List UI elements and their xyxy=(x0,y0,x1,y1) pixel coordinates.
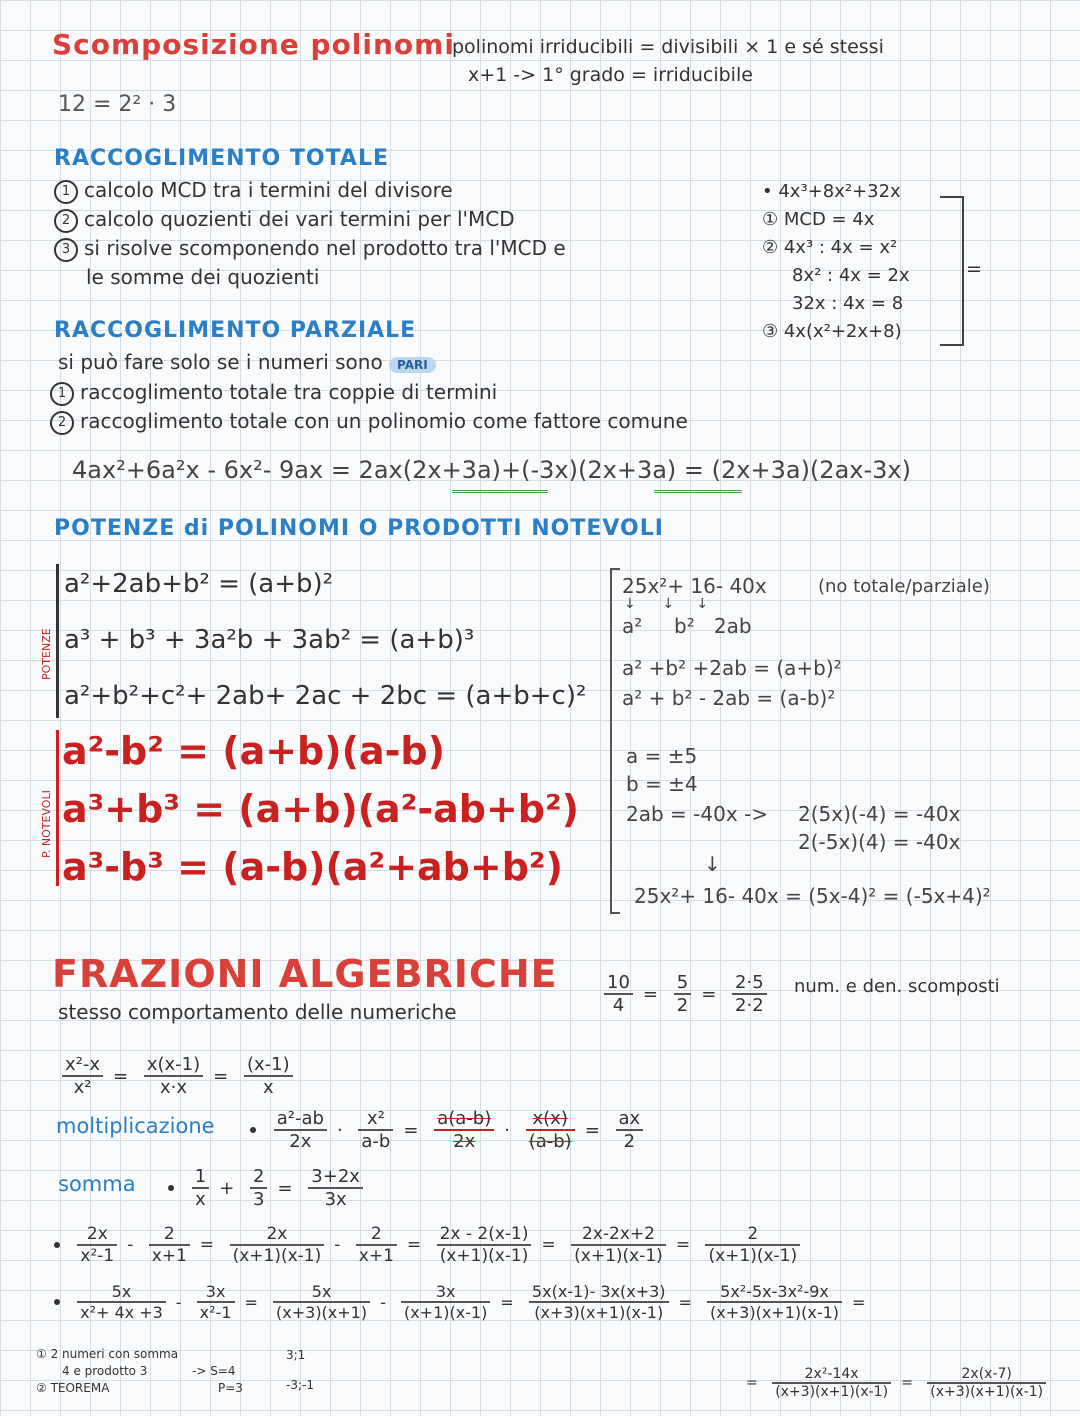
example-a-value: a = ±5 xyxy=(626,744,698,768)
notable-difference-squares: a²-b² = (a+b)(a-b) xyxy=(62,729,445,773)
common-factor-underline-1 xyxy=(452,490,548,493)
ex2-d6: (x+3)(x+1)(x-1) xyxy=(710,1303,840,1322)
ex1-n1: 2x xyxy=(77,1224,117,1246)
num-example-d2: 2 xyxy=(676,995,689,1016)
ex2-d4: (x+1)(x-1) xyxy=(403,1303,488,1322)
ex2-n6: 5x²-5x-3x²-9x xyxy=(707,1282,842,1303)
num-example-n1: 10 xyxy=(604,972,633,995)
example-trinomial: 25x²+ 16- 40x xyxy=(622,574,767,598)
example-result: 25x²+ 16- 40x = (5x-4)² = (-5x+4)² xyxy=(634,884,991,908)
ex3-d2: (x+3)(x+1)(x-1) xyxy=(930,1384,1044,1400)
footnote-pair-1: 3;1 xyxy=(286,1348,306,1362)
total-step-3: 3 si risolve scomponendo nel prodotto tra l'MCD e xyxy=(54,234,566,263)
ex3-d1: (x+3)(x+1)(x-1) xyxy=(775,1384,889,1400)
total-step-2: 2 calcolo quozienti dei vari termini per l'MCD xyxy=(54,205,566,234)
partial-example: 4ax²+6a²x - 6x²- 9ax = 2ax(2x+3a)+(-3x)(2x+3a) = (2x+3a)(2ax-3x) xyxy=(72,456,911,484)
partial-step-1: 1 raccoglimento totale tra coppie di termini xyxy=(50,378,688,407)
mult-d2: a-b xyxy=(361,1131,391,1152)
simplify-example: $\frac{\text{x²-x}}{\text{x²}}$ = $\frac{x(x-1)}{x\cdot x}$ = $\frac{(x-1)}{x}$ xyxy=(58,1054,297,1098)
partial-heading: RACCOGLIMENTO PARZIALE xyxy=(54,318,417,343)
ex3-n2: 2x(x-7) xyxy=(927,1366,1046,1384)
sum-example-3: = $\frac{\text{2x²-14x}}{(x+3)(x+1)(x-1)}$ = $\frac{2x(x-7)}{(x+3)(x+1)(x-1)}$ xyxy=(740,1366,1050,1400)
ex1-n7: 2 xyxy=(705,1224,800,1246)
ex1-n6: 2x-2x+2 xyxy=(571,1224,666,1246)
example-note: (no totale/parziale) xyxy=(818,576,990,597)
powers-heading: POTENZE di POLINOMI O PRODOTTI NOTEVOLI xyxy=(54,516,664,541)
num-example-n3: 2·5 xyxy=(732,972,767,995)
example-b-value: b = ±4 xyxy=(626,772,698,796)
partial-condition-text: si può fare solo se i numeri sono xyxy=(58,350,383,374)
total-heading: RACCOGLIMENTO TOTALE xyxy=(54,146,390,171)
example-square-minus: a² + b² - 2ab = (a-b)² xyxy=(622,686,836,710)
total-example-q3: 32x : 4x = 8 xyxy=(792,293,904,314)
sum-example-2: $\frac{5x}{\text{x²+ 4x +3}}$ - $\frac{3x}{\text{x²-1}}$ = $\frac{5x}{(x+3)(x+1)}$ - $\frac{3x}{(x+1)(x-1)}$ = $\frac{5x(x-1)- 3x(x+3)}{(x+3)(x+1)(x-1)}$ = $\frac{\text{5x²-5x-3x²-9x}}{(x+3)(x+1)(x-1)}$ = xyxy=(54,1282,871,1322)
example-check-1: 2(5x)(-4) = -40x xyxy=(798,802,961,826)
footnote-line-1: ① 2 numeri con somma xyxy=(36,1347,179,1361)
sum-d2: 3 xyxy=(253,1189,265,1210)
example-arrows: ↓ ↓ ↓ xyxy=(624,596,709,612)
ex1-d3: (x+1)(x-1) xyxy=(232,1246,322,1266)
ex1-d6: (x+1)(x-1) xyxy=(574,1246,663,1266)
ex1-n2: 2 xyxy=(149,1224,190,1246)
total-bracket xyxy=(940,196,964,346)
ex1-d5: (x+1)(x-1) xyxy=(439,1246,529,1266)
numeric-fraction-example: $\frac{10}{4}$ = $\frac{5}{2}$ = $\frac{2\cdot 5}{2\cdot 2}$ xyxy=(600,972,771,1016)
num-den-note: num. e den. scomposti xyxy=(794,976,1000,997)
factor-example: 12 = 2² · 3 xyxy=(58,92,177,117)
ex1-d1: x²-1 xyxy=(80,1246,115,1266)
ex2-d1: x²+ 4x +3 xyxy=(80,1303,163,1322)
sum-example: $\frac{1}{x}$ + $\frac{2}{3}$ = $\frac{3+2x}{3x}$ xyxy=(168,1166,367,1210)
ex1-d7: (x+1)(x-1) xyxy=(708,1246,798,1266)
partial-condition xyxy=(58,348,436,380)
simplify-n1: x²-x xyxy=(62,1054,103,1077)
mult-n3: a(a-b) xyxy=(434,1108,494,1131)
mult-d5: 2 xyxy=(623,1131,636,1152)
example-square-plus: a² +b² +2ab = (a+b)² xyxy=(622,656,842,680)
simplify-d3: x xyxy=(262,1077,274,1098)
sum-n2: 2 xyxy=(250,1166,267,1189)
power-formula-square: a²+2ab+b² = (a+b)² xyxy=(64,569,334,599)
ex2-d2: x²-1 xyxy=(199,1303,232,1322)
power-formulas xyxy=(64,556,586,724)
footnote-sum: -> S=4 xyxy=(192,1364,236,1378)
mult-d1: 2x xyxy=(289,1131,312,1152)
mult-n5: ax xyxy=(616,1108,644,1131)
ex2-n1: 5x xyxy=(77,1282,166,1303)
sum-label: somma xyxy=(58,1172,136,1196)
simplify-n2: x(x-1) xyxy=(144,1054,203,1077)
fractions-subtitle: stesso comportamento delle numeriche xyxy=(58,1000,457,1024)
notevoli-label: P. NOTEVOLI xyxy=(40,790,53,858)
num-example-d1: 4 xyxy=(612,995,625,1016)
mult-n2: x² xyxy=(358,1108,393,1131)
ex3-n1: 2x²-14x xyxy=(772,1366,891,1384)
total-example-q2: 8x² : 4x = 2x xyxy=(792,265,910,286)
simplify-n3: (x-1) xyxy=(244,1054,293,1077)
sum-example-1: $\frac{2x}{\text{x²-1}}$ - $\frac{2}{x+1}$ = $\frac{2x}{(x+1)(x-1)}$ - $\frac{2}{x+1}$ = $\frac{2x - 2(x-1)}{(x+1)(x-1)}$ = $\frac{2x-2x+2}{(x+1)(x-1)}$ = $\frac{2}{(x+1)(x-1)}$ xyxy=(54,1224,804,1266)
degree-note: x+1 -> 1° grado = irriducibile xyxy=(468,64,753,86)
sum-n3: 3+2x xyxy=(308,1166,363,1189)
footnote xyxy=(36,1346,314,1397)
total-example-q1: ② 4x³ : 4x = x² xyxy=(762,237,898,258)
num-example-d3: 2·2 xyxy=(735,995,764,1016)
mult-d3: 2x xyxy=(453,1131,476,1152)
sum-d1: x xyxy=(195,1189,206,1210)
ex1-d2: x+1 xyxy=(151,1246,187,1266)
mult-d4: (a-b) xyxy=(528,1131,572,1152)
powers-example-bracket xyxy=(610,568,620,914)
page-title: Scomposizione polinomi xyxy=(52,28,455,61)
total-step-1: 1 calcolo MCD tra i termini del divisore xyxy=(54,176,566,205)
mult-n1: a²-ab xyxy=(274,1108,327,1131)
sum-n1: 1 xyxy=(192,1166,209,1189)
notable-products xyxy=(62,722,579,896)
footnote-line-3: ② TEOREMA P=3 xyxy=(36,1381,243,1395)
partial-steps xyxy=(50,378,688,436)
notevoli-bracket xyxy=(56,730,59,886)
ex2-n5: 5x(x-1)- 3x(x+3) xyxy=(529,1282,669,1303)
footnote-product: P=3 xyxy=(218,1381,243,1395)
mult-n4: x(x) xyxy=(526,1108,575,1131)
example-terms: a² b² 2ab xyxy=(622,614,752,638)
ex2-d5: (x+3)(x+1)(x-1) xyxy=(534,1303,664,1322)
notable-sum-cubes: a³+b³ = (a+b)(a²-ab+b²) xyxy=(62,787,580,831)
ex2-d3: (x+3)(x+1) xyxy=(276,1303,368,1322)
power-formula-trinomial: a²+b²+c²+ 2ab+ 2ac + 2bc = (a+b+c)² xyxy=(64,681,587,711)
footnote-pair-2: -3;-1 xyxy=(286,1378,314,1392)
total-example-poly: • 4x³+8x²+32x xyxy=(762,181,901,202)
fractions-heading: FRAZIONI ALGEBRICHE xyxy=(52,952,558,996)
common-factor-underline-2 xyxy=(654,490,742,493)
example-check-2: 2(-5x)(4) = -40x xyxy=(798,830,961,854)
ex1-n4: 2 xyxy=(356,1224,397,1246)
ex1-n5: 2x - 2(x-1) xyxy=(437,1224,532,1246)
ex1-d4: x+1 xyxy=(358,1246,394,1266)
simplify-d1: x² xyxy=(73,1077,92,1098)
simplify-d2: x·x xyxy=(159,1077,187,1098)
footnote-line-2: 4 e prodotto 3 -> S=4 3;1 -3;-1 xyxy=(62,1348,314,1392)
total-steps xyxy=(54,176,566,292)
total-step-4: le somme dei quozienti xyxy=(86,265,320,289)
num-example-n2: 5 xyxy=(674,972,691,995)
total-example xyxy=(762,178,910,346)
example-2ab: 2ab = -40x -> xyxy=(626,802,768,826)
sum-d3: 3x xyxy=(324,1189,347,1210)
ex2-n4: 3x xyxy=(401,1282,490,1303)
total-example-result: ③ 4x(x²+2x+8) xyxy=(762,321,902,342)
power-formula-cube: a³ + b³ + 3a²b + 3ab² = (a+b)³ xyxy=(64,625,475,655)
example-down-arrow: ↓ xyxy=(704,852,721,876)
notable-difference-cubes: a³-b³ = (a-b)(a²+ab+b²) xyxy=(62,845,563,889)
pari-badge: PARI xyxy=(389,357,436,373)
multiplication-label: moltiplicazione xyxy=(56,1114,215,1138)
irreducible-note: polinomi irriducibili = divisibili × 1 e sé stessi xyxy=(452,36,884,58)
partial-step-2: 2 raccoglimento totale con un polinomio come fattore comune xyxy=(50,407,688,436)
potenze-label: POTENZE xyxy=(40,628,53,680)
potenze-bracket xyxy=(56,564,59,718)
ex1-n3: 2x xyxy=(230,1224,325,1246)
ex2-n3: 5x xyxy=(273,1282,370,1303)
total-example-mcd: ① MCD = 4x xyxy=(762,209,875,230)
ex2-n2: 3x xyxy=(197,1282,235,1303)
multiplication-example: $\frac{\text{a²-ab}}{2x}$ · $\frac{\text{x²}}{a-b}$ = $\frac{a(a-b)}{2x}$ · $\frac{x(x)}{(a-b)}$ = $\frac{ax}{2}$ xyxy=(250,1108,647,1152)
total-equal-sign: = xyxy=(966,258,982,280)
